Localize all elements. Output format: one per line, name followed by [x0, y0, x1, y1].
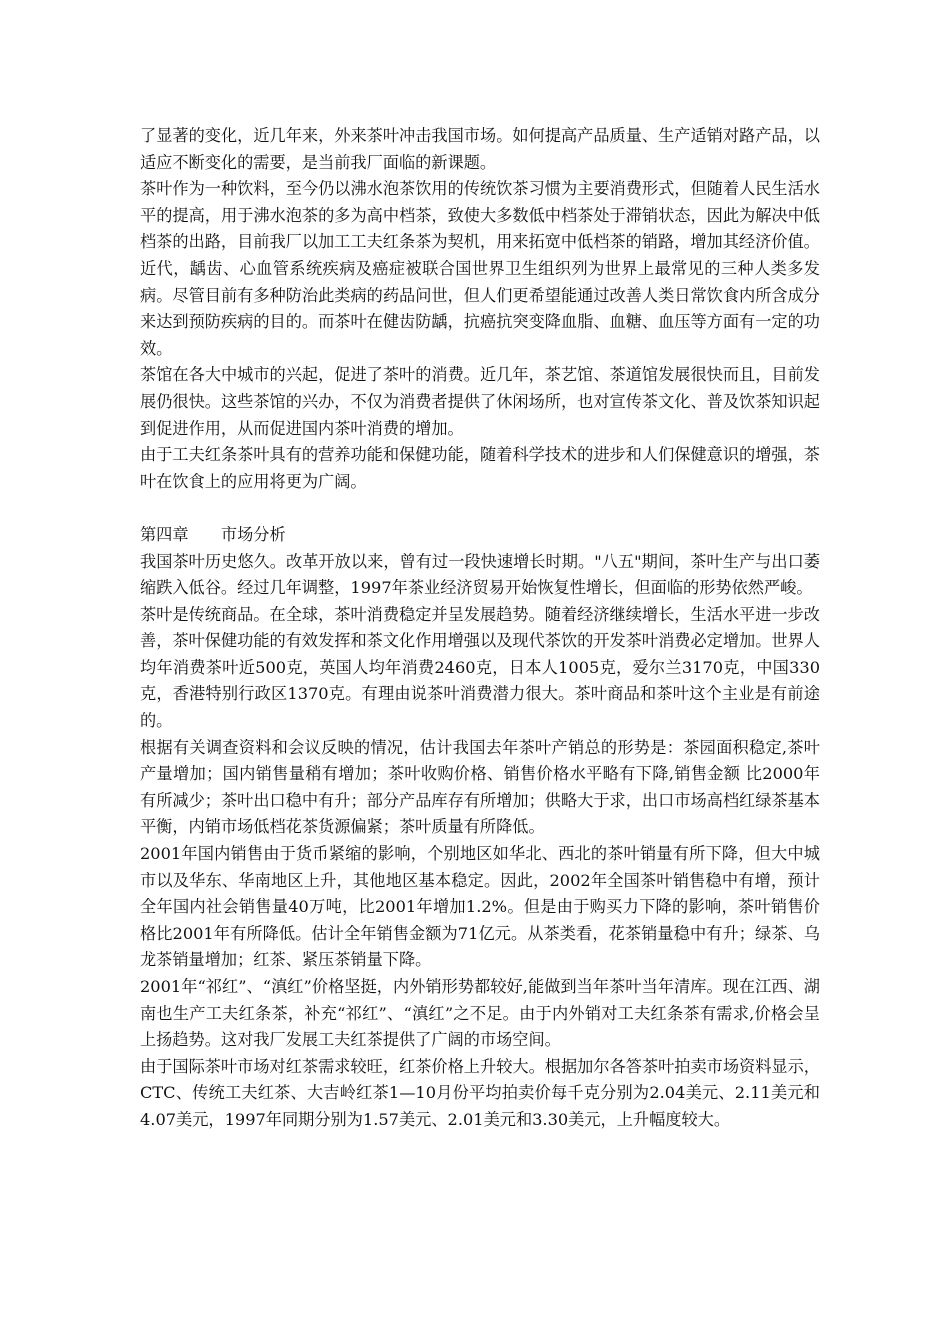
paragraph-domestic-sales: 2001年国内销售由于货币紧缩的影响，个别地区如华北、西北的茶叶销量有所下降，但大中城市以及华东、华南地区上升，其他地区基本稳定。因此，2002年全国茶叶销售稳中有增，预计全年国内社会销售量40万吨，比2001年增加1.2%。但是由于购买力下降的影响，茶叶销售价格比2001年有所降低。估计全年销售金额为71亿元。从茶类看，花茶销量稳中有升；绿茶、乌龙茶销量增加；红茶、紧压茶销量下降。	[140, 844, 820, 970]
section-spacer	[140, 495, 820, 522]
paragraph-teahouses: 茶馆在各大中城市的兴起，促进了茶叶的消费。近几年，茶艺馆、茶道馆发展很快而且，目前发展仍很快。这些茶馆的兴办，不仅为消费者提供了休闲场所，也对宣传茶文化、普及饮茶知识起到促进作用，从而促进国内茶叶消费的增加。	[140, 365, 820, 438]
paragraph-qihong-dianhong: 2001年“祁红”、“滇红”价格坚挺，内外销形势都较好,能做到当年茶叶当年清库。现在江西、湖南也生产工夫红条茶，补充“祁红”、“滇红”之不足。由于内外销对工夫红条茶有需求,价格会呈上扬趋势。这对我厂发展工夫红茶提供了广阔的市场空间。	[140, 977, 820, 1050]
paragraph-market-change: 了显著的变化，近几年来，外来茶叶冲击我国市场。如何提高产品质量、生产适销对路产品，以适应不断变化的需要，是当前我厂面临的新课题。	[140, 126, 820, 172]
paragraph-history: 我国茶叶历史悠久。改革开放以来，曾有过一段快速增长时期。"八五"期间，茶叶生产与出口萎缩跌入低谷。经过几年调整，1997年茶业经济贸易开始恢复性增长，但面临的形势依然严峻。	[140, 551, 820, 598]
paragraph-survey: 根据有关调查资料和会议反映的情况，估计我国去年茶叶产销总的形势是：茶园面积稳定,茶叶产量增加；国内销售量稍有增加；茶叶收购价格、销售价格水平略有下降,销售金额 比2000年有所减少；茶叶出口稳中有升；部分产品库存有所增加；供略大于求，出口市场高档红绿茶基本平衡，内销市场低档花茶货源偏紧；茶叶质量有所降低。	[140, 737, 820, 837]
paragraph-global-consumption: 茶叶是传统商品。在全球，茶叶消费稳定并呈发展趋势。随着经济继续增长，生活水平进一步改善，茶叶保健功能的有效发挥和茶文化作用增强以及现代茶饮的开发茶叶消费必定增加。世界人均年消费茶叶近500克，英国人均年消费2460克，日本人1005克，爱尔兰3170克，中国330克，香港特别行政区1370克。有理由说茶叶消费潜力很大。茶叶商品和茶叶这个主业是有前途的。	[140, 604, 820, 731]
chapter-heading: 第四章 市场分析	[140, 524, 286, 544]
paragraph-health-benefits: 近代，龋齿、心血管系统疾病及癌症被联合国世界卫生组织列为世界上最常见的三种人类多发病。尽管目前有多种防治此类病的药品问世，但人们更希望能通过改善人类日常饮食内所含成分来达到预防疾病的目的。而茶叶在健齿防龋，抗癌抗突变降血脂、血糖、血压等方面有一定的功效。	[140, 258, 820, 358]
paragraph-international-prices: 由于国际茶叶市场对红茶需求较旺，红茶价格上升较大。根据加尔各答茶叶拍卖市场资料显示，CTC、传统工夫红茶、大吉岭红茶1—10月份平均拍卖价每千克分别为2.04美元、2.11美元和4.07美元，1997年同期分别为1.57美元、2.01美元和3.30美元，上升幅度较大。	[140, 1056, 820, 1129]
paragraph-tea-beverage: 茶叶作为一种饮料，至今仍以沸水泡茶饮用的传统饮茶习惯为主要消费形式，但随着人民生活水平的提高，用于沸水泡茶的多为高中档茶，致使大多数低中档茶处于滞销状态，因此为解决中低档茶的出路，目前我厂以加工工夫红条茶为契机，用来拓宽中低档茶的销路，增加其经济价值。	[140, 179, 820, 252]
document-page	[140, 123, 820, 1134]
paragraph-nutrition: 由于工夫红条茶叶具有的营养功能和保健功能，随着科学技术的进步和人们保健意识的增强，茶叶在饮食上的应用将更为广阔。	[140, 445, 820, 491]
